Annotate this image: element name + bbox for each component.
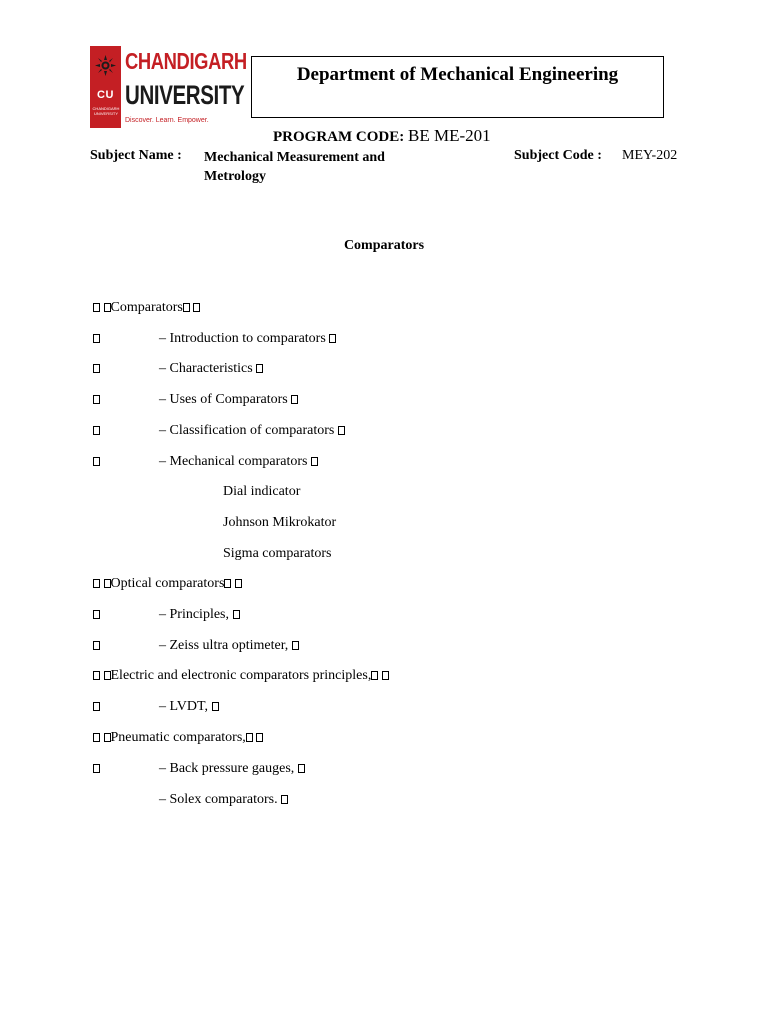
subject-name-value: Mechanical Measurement and Metrology [204,150,385,184]
subtopic-text: Uses of Comparators [169,392,288,408]
bullet-box-icon [93,579,100,588]
bullet-box-icon [329,334,336,343]
bullet-box-icon [246,733,253,742]
logo-tagline: Discover. Learn. Empower. [125,117,209,124]
dash-glyph: – [159,361,166,377]
logo-badge [90,46,121,128]
section-title: Optical comparators [110,576,225,592]
subtopic-line [159,360,263,378]
bullet-box-icon [193,303,200,312]
bullet-lead [93,453,100,471]
bullet-lead [93,330,100,348]
subtopic-line [159,453,318,471]
dash-glyph: – [159,791,166,807]
subtopic-line [159,637,299,655]
university-logo [90,46,247,128]
bullet-box-icon [93,764,100,773]
program-code-label: PROGRAM CODE [273,129,400,145]
bullet-box-icon [104,733,111,742]
bullet-box-icon [256,364,263,373]
section-title: Pneumatic comparators, [110,729,246,745]
bullet-lead [93,391,100,409]
logo-name-line2: UNIVERSITY [125,80,245,110]
subtopic-line [159,422,345,440]
dash-glyph: – [159,637,166,653]
sub-subtopic-text: Johnson Mikrokator [223,514,337,530]
subtopic-text: Principles, [169,607,229,622]
subtopic-line [159,760,305,778]
bullet-box-icon [93,303,100,312]
subtopic-text: LVDT, [169,699,208,715]
bullet-box-icon [235,579,242,588]
subtopic-line [159,698,219,716]
dash-glyph: – [159,607,166,622]
bullet-box-icon [93,334,100,343]
bullet-box-icon [104,579,111,588]
bullet-box-icon [212,702,219,711]
bullet-box-icon [298,764,305,773]
bullet-lead [93,637,100,655]
bullet-box-icon [104,303,111,312]
bullet-box-icon [371,671,378,680]
subtopic-line [159,330,336,348]
dash-glyph: – [159,422,166,438]
dash-glyph: – [159,760,166,776]
bullet-box-icon [281,795,288,804]
program-code-value: BE ME-201 [408,126,491,145]
bullet-box-icon [93,610,100,619]
bullet-box-icon [93,641,100,650]
section-line [93,667,389,685]
subtopic-text: Characteristics [169,361,253,377]
department-title: Department of Mechanical Engineering [296,64,619,85]
bullet-box-icon [183,303,190,312]
section-line [93,299,200,317]
bullet-box-icon [104,671,111,680]
bullet-box-icon [292,641,299,650]
subtopic-text: Mechanical comparators [169,453,308,469]
department-box [251,56,664,118]
subtopic-text: Classification of comparators [169,422,335,438]
sub-subtopic-text: Dial indicator [223,484,301,500]
subtopic-text: Zeiss ultra optimeter, [169,637,289,653]
section-title: Comparators [110,300,183,315]
logo-name-line1: CHANDIGARH [125,48,247,74]
bullet-box-icon [233,610,240,619]
section-title: Electric and electronic comparators principles, [110,668,372,684]
subject-code-label: Subject Code : [514,148,602,163]
bullet-lead [93,698,100,716]
dash-glyph: – [159,392,166,408]
subtopic-text: Solex comparators. [169,791,278,807]
bullet-lead [93,606,100,624]
bullet-lead [93,422,100,440]
bullet-box-icon [93,457,100,466]
logo-badge-subtext: CHANDIGARH UNIVERSITY [92,106,120,116]
bullet-box-icon [291,395,298,404]
bullet-lead [93,760,100,778]
section-line [93,575,242,593]
subtopic-line [159,606,240,624]
sun-emblem-icon [95,55,116,76]
sub-subtopic-text: Sigma comparators [223,545,332,561]
subtopic-text: Introduction to comparators [169,330,326,346]
bullet-box-icon [93,702,100,711]
subtopic-line [159,791,288,809]
bullet-box-icon [93,733,100,742]
subtopic-line [159,391,298,409]
bullet-box-icon [256,733,263,742]
dash-glyph: – [159,330,166,346]
bullet-box-icon [338,426,345,435]
subject-name-label: Subject Name : [90,148,182,163]
bullet-box-icon [93,364,100,373]
dash-glyph: – [159,699,166,715]
page-heading: Comparators [343,238,425,253]
bullet-box-icon [311,457,318,466]
section-line [93,729,263,747]
bullet-box-icon [382,671,389,680]
bullet-box-icon [93,395,100,404]
logo-cu-text: CU [97,89,114,101]
subtopic-text: Back pressure gauges, [169,760,295,776]
subject-code-value: MEY-202 [622,148,678,163]
bullet-box-icon [224,579,231,588]
dash-glyph: – [159,453,166,469]
bullet-lead [93,360,100,378]
bullet-box-icon [93,426,100,435]
program-code: PROGRAM CODE: BE ME-201 [273,126,491,145]
bullet-box-icon [93,671,100,680]
